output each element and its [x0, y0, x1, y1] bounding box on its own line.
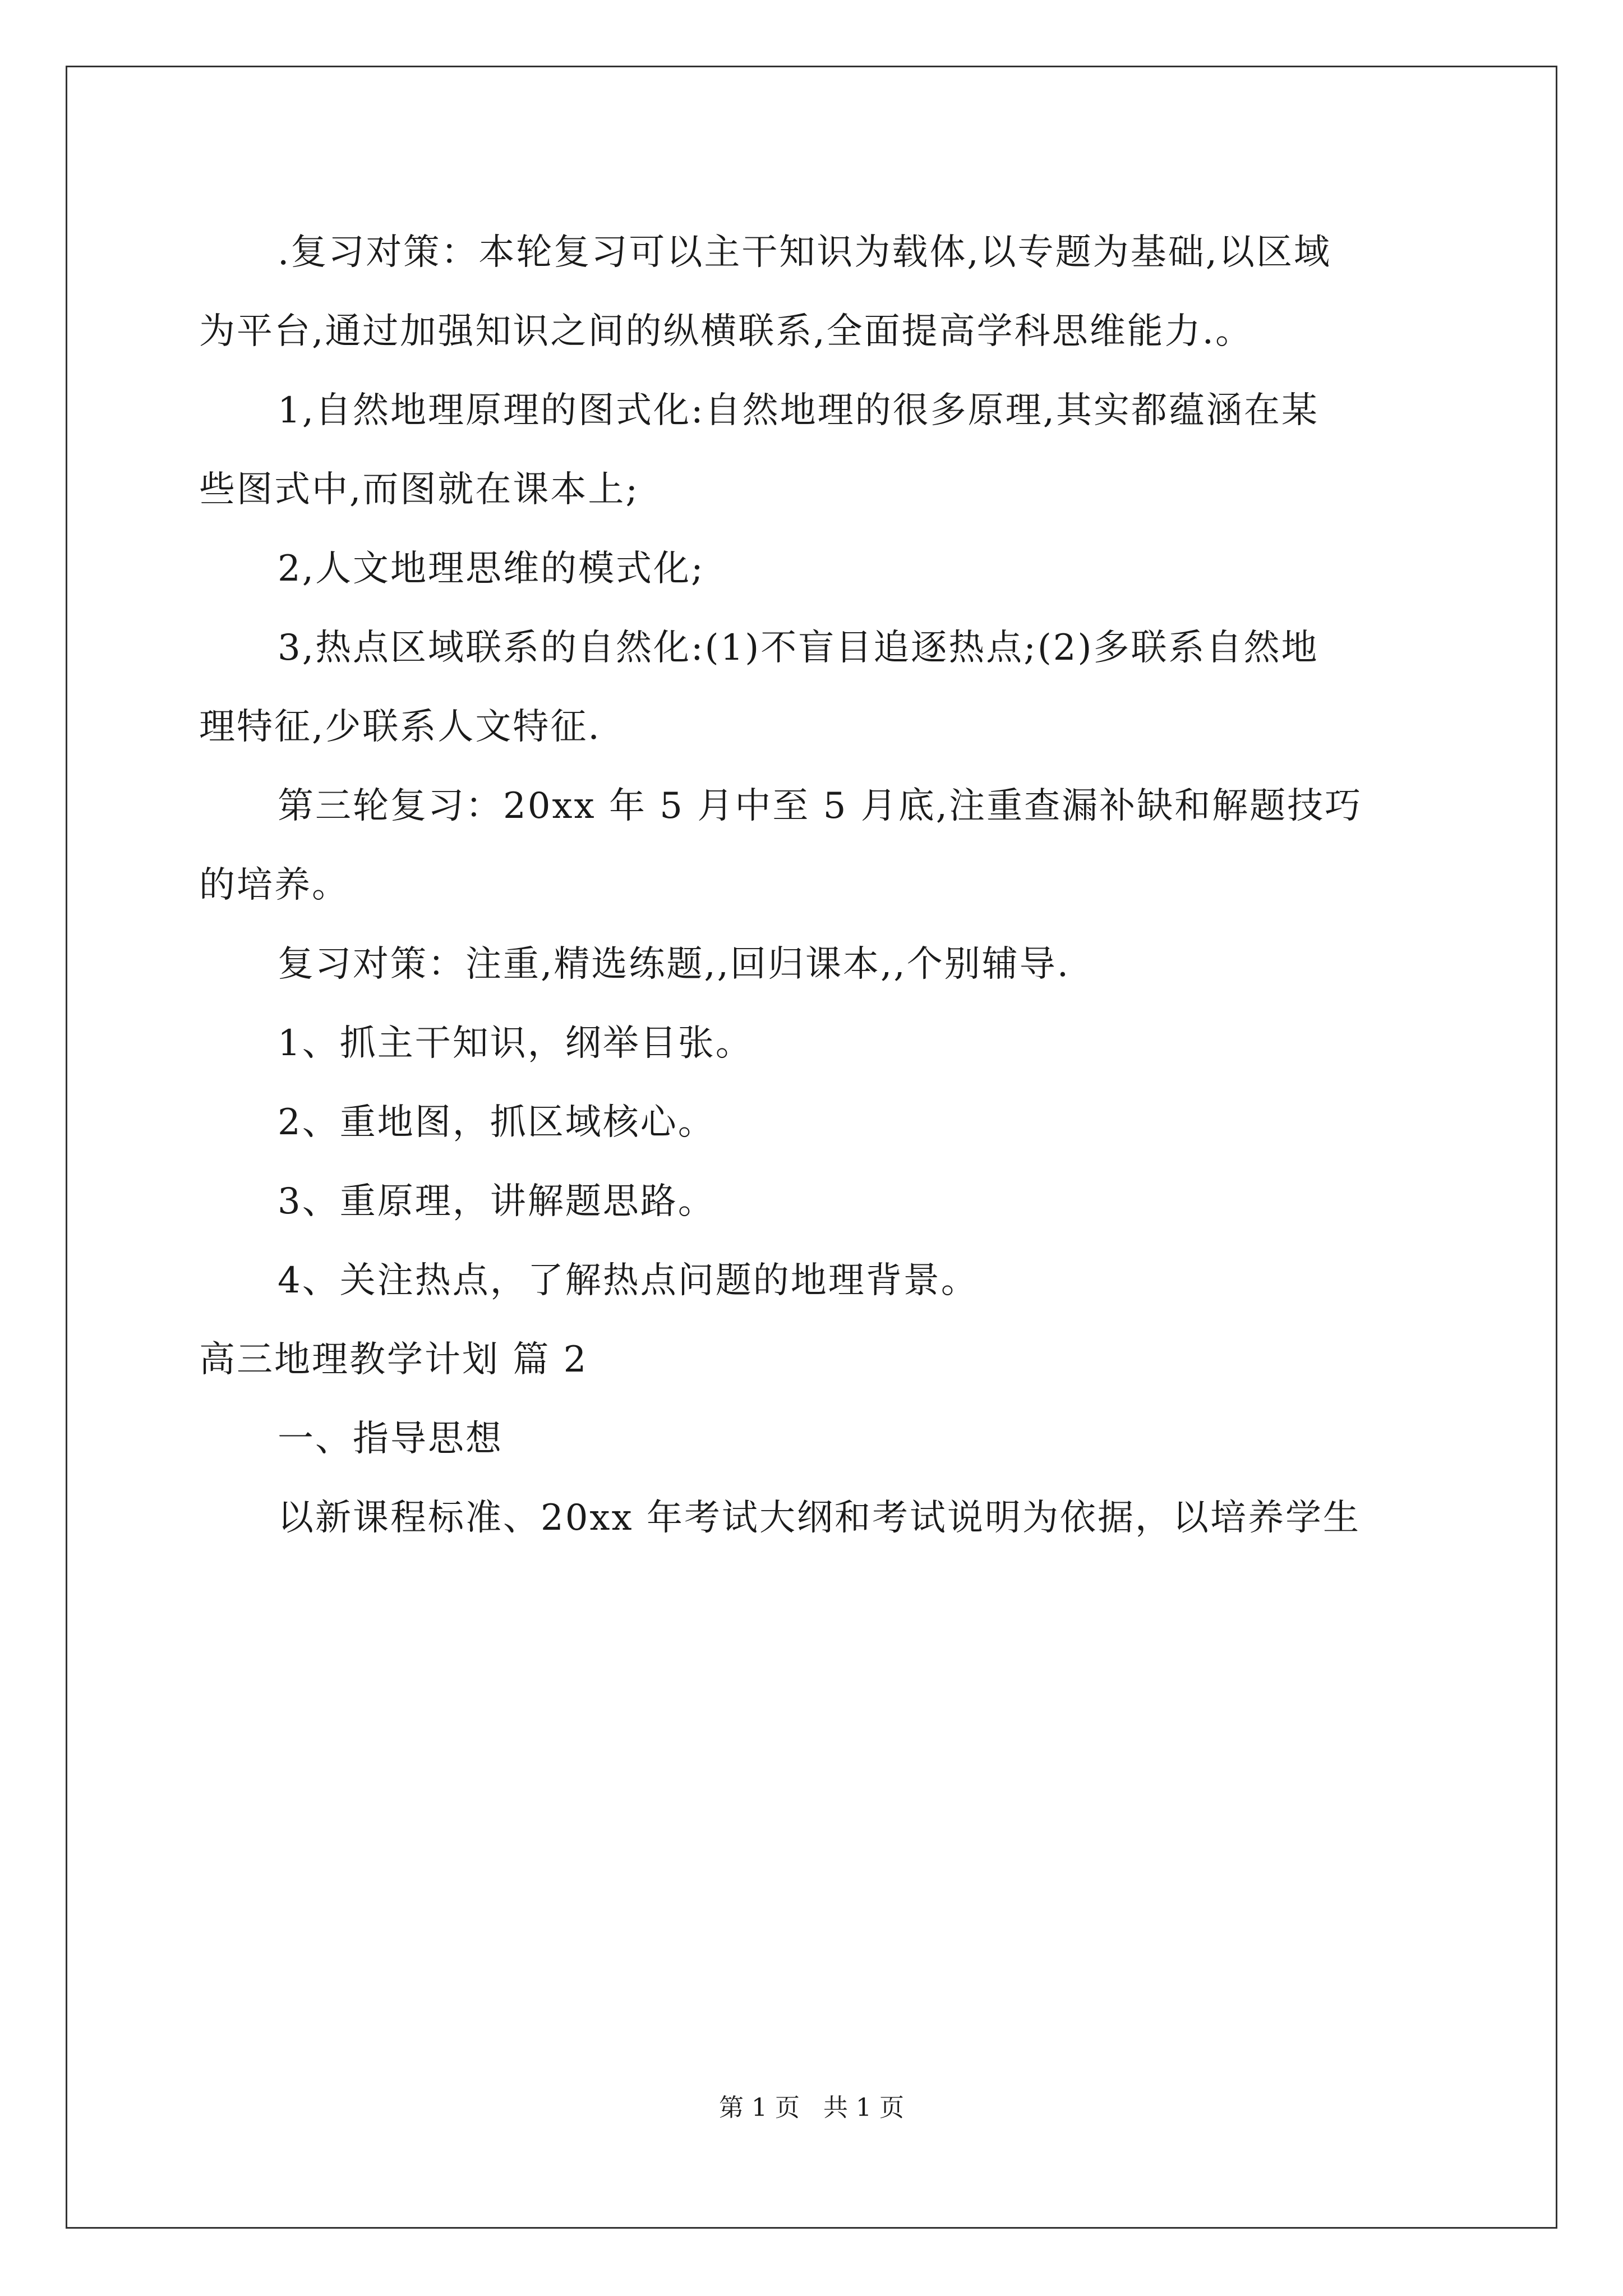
section-heading: 高三地理教学计划 篇 2 [199, 1339, 588, 1381]
subsection-heading: 一、指导思想 [278, 1418, 503, 1460]
paragraph-line: 以新课程标准、20xx 年考试大纲和考试说明为依据，以培养学生 [278, 1497, 1361, 1539]
paragraph-line: 3,热点区域联系的自然化:(1)不盲目追逐热点;(2)多联系自然地 [278, 627, 1319, 669]
paragraph-line: 理特征,少联系人文特征. [199, 706, 601, 748]
paragraph-line: 为平台,通过加强知识之间的纵横联系,全面提高学科思维能力.。 [199, 311, 1253, 352]
document-body [199, 213, 1433, 1558]
page-number-current: 第 1 页 [719, 2093, 800, 2122]
paragraph-line: 些图式中,而图就在课本上; [199, 469, 639, 510]
page-number-total: 共 1 页 [823, 2093, 904, 2122]
page-footer [0, 2091, 1623, 2125]
list-item: 2、重地图，抓区域核心。 [278, 1102, 716, 1143]
paragraph-line: 的培养。 [199, 864, 349, 906]
paragraph-line: 第三轮复习：20xx 年 5 月中至 5 月底,注重查漏补缺和解题技巧 [278, 785, 1363, 827]
list-item: 3、重原理，讲解题思路。 [278, 1181, 716, 1222]
paragraph-line: 复习对策：注重,精选练题,,回归课本,,个别辅导. [278, 944, 1071, 985]
paragraph-line: 1,自然地理原理的图式化:自然地理的很多原理,其实都蕴涵在某 [278, 390, 1319, 431]
list-item: 1、抓主干知识，纲举目张。 [278, 1023, 753, 1064]
list-item: 4、关注热点，了解热点问题的地理背景。 [278, 1260, 979, 1301]
paragraph-line: .复习对策：本轮复习可以主干知识为载体,以专题为基础,以区域 [278, 232, 1332, 273]
paragraph-line: 2,人文地理思维的模式化; [278, 548, 705, 590]
